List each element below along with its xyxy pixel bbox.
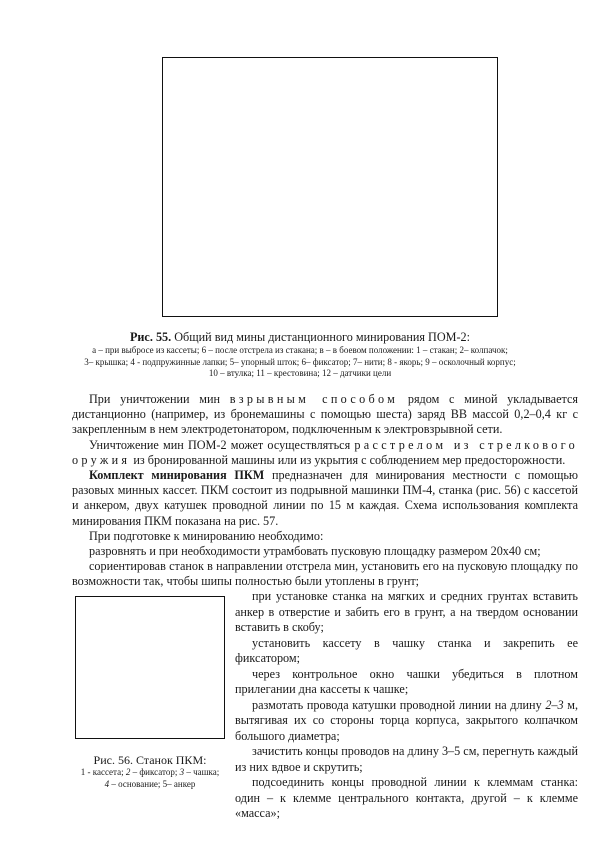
text: рядом с миной укладывается дистанционно (например, из бронемашины с помощью шеста) заряд ВВ массой 0,2–0,4 кг с закрепленным в нем электродетонатором, подключенным к электровзрывной сети. — [72, 392, 578, 437]
figure-55-legend-line-2: 3– крышка; 4 - подпружинные лапки; 5– упорный шток; 6– фиксатор; 7– нити; 8 - якорь; 9 – осколочный корпус; — [84, 356, 516, 367]
emphasis-italic: 2–3 — [545, 697, 564, 712]
figure-56-title: Рис. 56. Станок ПКМ: — [93, 753, 207, 767]
num: 3 — [179, 767, 185, 777]
text: - кассета; — [85, 767, 126, 777]
figure-55-caption — [60, 330, 540, 380]
paragraph-pkm-kit — [72, 468, 578, 529]
num: 1 — [80, 767, 86, 777]
text: предназначен для минирования местности с помощью разовых минных кассет. ПКМ состоит из подрывной машинки ПМ-4, станка (рис. 56) с кассетой и анкером, двух катушек проводной линии по 15 м каждая. Схема использования комплекта минирования ПКМ показана на рис. 57. — [72, 468, 578, 528]
figure-55-image-placeholder — [162, 57, 498, 317]
step-unwind-wires — [235, 698, 578, 745]
figure-56-caption — [60, 753, 240, 790]
text: При уничтожении мин — [89, 392, 230, 406]
paragraph-step-level: разровнять и при необходимости утрамбовать пусковую площадку размером 20х40 см; — [89, 544, 541, 559]
paragraph-explosive-method — [72, 392, 578, 438]
emphasis-spaced: взрывным способом — [229, 392, 399, 406]
step-anchor: при установке станка на мягких и средних грунтах вставить анкер в отверстие и забить его в грунт, а на твердом основании вставить в скобу; — [235, 589, 578, 634]
figure-56-legend-line-2 — [60, 779, 240, 791]
paragraph-step-orient: сориентировав станок в направлении отстрела мин, установить его на пусковую площадку по возможности так, чтобы шипы полностью были утоплены в грунт; — [72, 559, 578, 589]
side-column-text — [235, 589, 578, 822]
num: 2 — [125, 767, 131, 777]
text: м, вытягивая их со стороны торца корпуса, закрытого колпачком большого диаметра; — [235, 697, 578, 743]
text: из бронированной машины или из укрытия с соблюдением мер предосторожности. — [130, 452, 566, 467]
main-text — [72, 392, 578, 590]
text: размотать провода катушки проводной линии на длину — [252, 697, 546, 712]
step-strip-wires: зачистить концы проводов на длину 3–5 см, перегнуть каждый из них вдвое и скрутить; — [235, 744, 578, 774]
step-cassette: установить кассету в чашку станка и закрепить ее фиксатором; — [235, 635, 578, 665]
step-check-window: через контрольное окно чашки убедиться в плотном прилегании дна кассеты к чашке; — [235, 666, 578, 696]
figure-56-image-placeholder — [75, 596, 225, 739]
term-bold: Комплект минирования ПКМ — [89, 468, 265, 483]
figure-55-title — [60, 330, 540, 345]
paragraph-preparation: При подготовке к минированию необходимо: — [89, 528, 324, 543]
emphasis-spaced: расстрелом из стрелкового оружия — [72, 437, 578, 467]
num: 4 — [104, 778, 110, 789]
text: – чашка; — [184, 767, 220, 777]
figure-55-title-text: Общий вид мины дистанционного минирования ПОМ-2: — [171, 330, 471, 344]
text: – основание; 5– анкер — [109, 778, 196, 789]
text: Уничтожение мин ПОМ-2 может осуществляться — [89, 437, 355, 452]
text: – фиксатор; — [130, 767, 180, 777]
step-connect-terminals: подсоединить концы проводной линии к клеммам станка: один – к клемме центрального контакта, другой – к клемме «масса»; — [235, 775, 578, 820]
figure-55-legend-line-3: 10 – втулка; 11 – крестовина; 12 – датчики цели — [208, 368, 392, 378]
figure-55-legend-line-1: а – при выбросе из кассеты; 6 – после отстрела из стакана; в – в боевом положении: 1 – стакан; 2– колпачок; — [92, 345, 508, 355]
paragraph-shooting-method — [72, 438, 578, 468]
figure-56-legend-line-1 — [60, 767, 240, 779]
figure-55-label: Рис. 55. — [129, 330, 172, 344]
